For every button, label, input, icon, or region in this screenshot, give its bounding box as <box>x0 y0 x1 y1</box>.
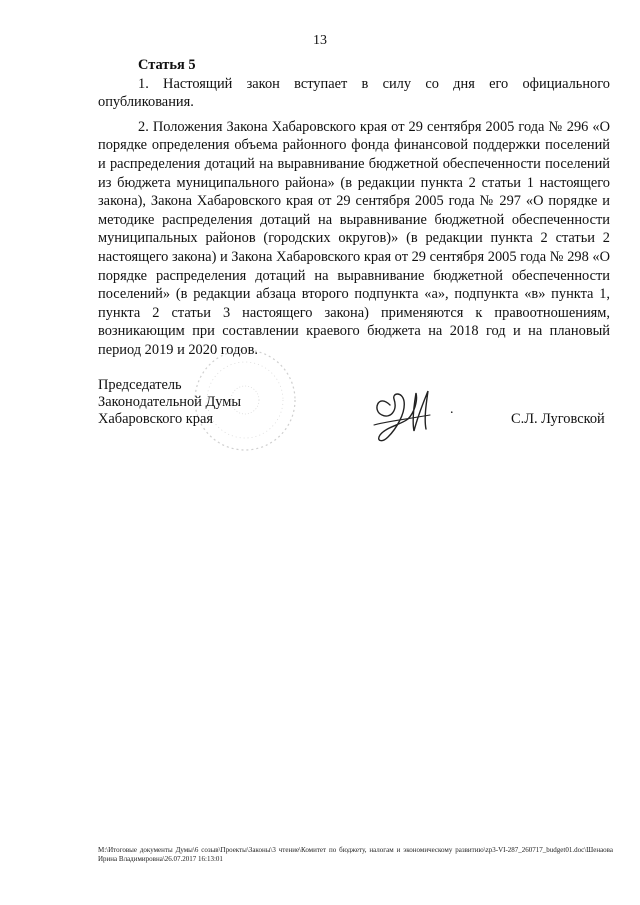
page-number: 13 <box>313 33 327 48</box>
article-title: Статья 5 <box>138 57 196 73</box>
position-line-2: Законодательной Думы <box>98 394 242 410</box>
handwritten-signature-icon <box>368 385 438 447</box>
position-line-1: Председатель <box>98 377 182 393</box>
footer-file-path: M:\Итоговые документы Думы\6 созыв\Проекты\Законы\3 чтение\Комитет по бюджету, налогам и экономическому развитию\zp3-VI-287_260717_budget01.doc\Шенаова Ирина Владимировна\26.07.2017 16:13:01 <box>98 846 613 863</box>
signature-position <box>98 377 241 428</box>
signer-name: С.Л. Луговской <box>511 411 605 427</box>
paragraph-1: 1. Настоящий закон вступает в силу со дня его официального опубликования. <box>98 75 610 111</box>
paragraph-2: 2. Положения Закона Хабаровского края от 29 сентября 2005 года № 296 «О порядке определения объема районного фонда финансовой поддержки поселений и распределения дотаций на выравнивание бюджетной обеспеченности поселений из бюджета муниципального района» (в редакции пункта 2 статьи 1 настоящего закона), Закона Хабаровского края от 29 сентября 2005 года № 297 «О порядке и методике распределения дотаций на выравнивание бюджетной обеспеченности муниципальных районов (городских округов)» (в редакции пункта 2 статьи 2 настоящего закона) и Закона Хабаровского края от 29 сентября 2005 года № 298 «О порядке распределения дотаций на выравнивание бюджетной обеспеченности поселений» (в редакции абзаца второго подпункта «а», подпункта «в» пункта 1, пункта 2 статьи 3 настоящего закона) применяются к правоотношениям, возникающим при составлении краевого бюджета на 2018 год и на плановый период 2019 и 2020 годов. <box>98 118 610 358</box>
article-5 <box>98 56 610 360</box>
signature-dot: . <box>450 402 454 417</box>
position-line-3: Хабаровского края <box>98 411 213 427</box>
